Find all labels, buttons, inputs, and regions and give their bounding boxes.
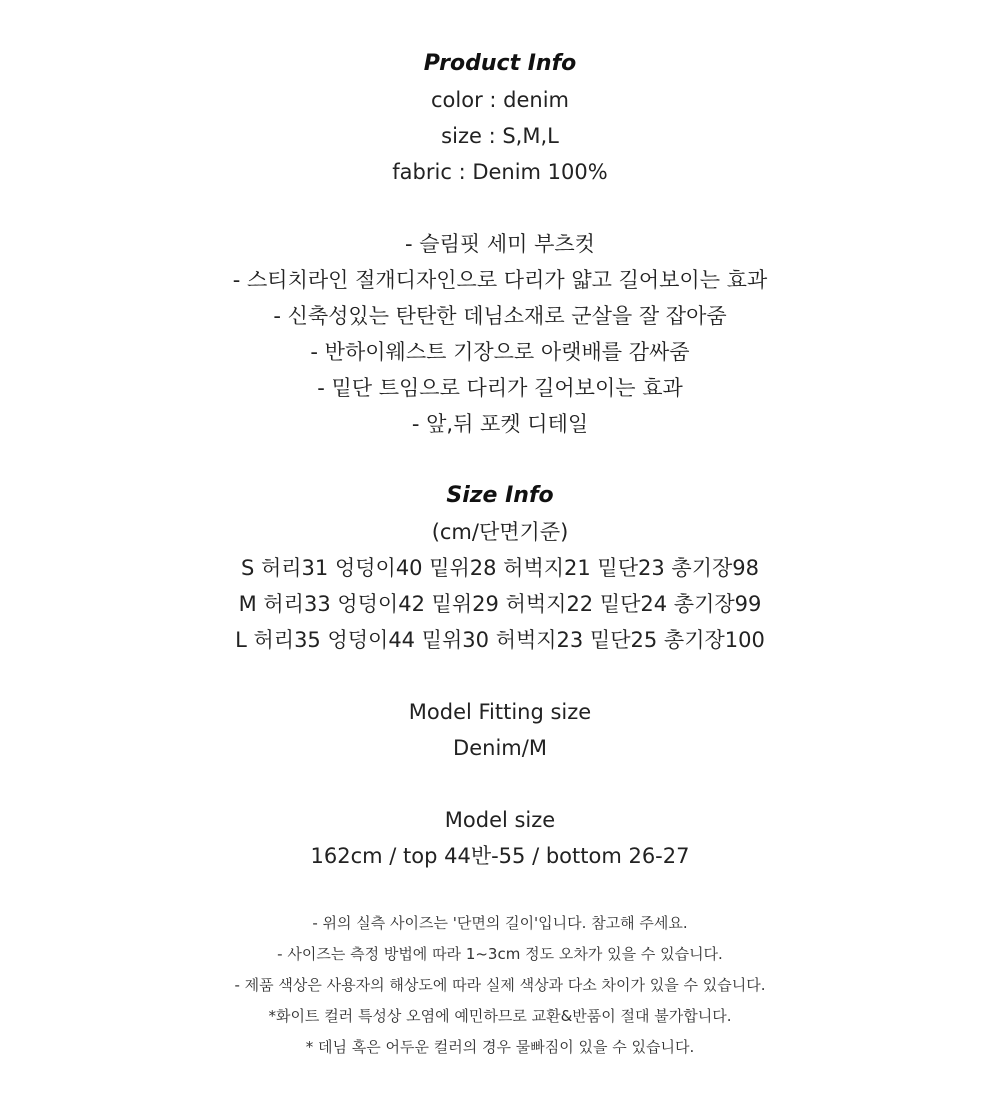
- notice-item: * 데님 혹은 어두운 컬러의 경우 물빠짐이 있을 수 있습니다.: [305, 1038, 695, 1056]
- size-info-heading: Size Info: [446, 483, 554, 508]
- model-fitting-value: Denim/M: [453, 736, 547, 760]
- notice-item: *화이트 컬러 특성상 오염에 예민하므로 교환&반품이 절대 불가합니다.: [268, 1007, 732, 1025]
- notice-item: - 제품 색상은 사용자의 해상도에 따라 실제 색상과 다소 차이가 있을 수 있습니다.: [234, 976, 766, 994]
- notice-section: [0, 908, 1000, 1063]
- feature-item: - 스티치라인 절개디자인으로 다리가 얇고 길어보이는 효과: [232, 268, 768, 292]
- notice-item: - 위의 실측 사이즈는 '단면의 길이'입니다. 참고해 주세요.: [312, 914, 688, 932]
- feature-item: - 반하이웨스트 기장으로 아랫배를 감싸줌: [310, 340, 690, 364]
- size-unit-note: (cm/단면기준): [431, 520, 569, 544]
- product-color: color : denim: [431, 88, 569, 112]
- feature-item: - 앞,뒤 포켓 디테일: [411, 412, 589, 436]
- feature-item: - 밑단 트임으로 다리가 길어보이는 효과: [317, 376, 683, 400]
- size-row-l: L 허리35 엉덩이44 밑위30 허벅지23 밑단25 총기장100: [235, 628, 765, 652]
- product-info-heading: Product Info: [423, 51, 577, 76]
- notice-item: - 사이즈는 측정 방법에 따라 1~3cm 정도 오차가 있을 수 있습니다.: [277, 945, 723, 963]
- product-features-list: [0, 226, 1000, 442]
- model-fitting-label: Model Fitting size: [408, 700, 592, 724]
- size-row-m: M 허리33 엉덩이42 밑위29 허벅지22 밑단24 총기장99: [238, 592, 762, 616]
- product-size-options: size : S,M,L: [441, 124, 559, 148]
- model-fitting-section: [0, 694, 1000, 766]
- model-size-label: Model size: [444, 808, 556, 832]
- product-fabric: fabric : Denim 100%: [392, 160, 608, 184]
- feature-item: - 슬림핏 세미 부츠컷: [405, 232, 595, 256]
- model-size-value: 162cm / top 44반-55 / bottom 26-27: [310, 844, 690, 868]
- model-size-section: [0, 802, 1000, 874]
- feature-item: - 신축성있는 탄탄한 데님소재로 군살을 잘 잡아줌: [273, 304, 727, 328]
- size-row-s: S 허리31 엉덩이40 밑위28 허벅지21 밑단23 총기장98: [240, 556, 759, 580]
- product-info-section: [0, 46, 1000, 190]
- size-info-section: [0, 478, 1000, 658]
